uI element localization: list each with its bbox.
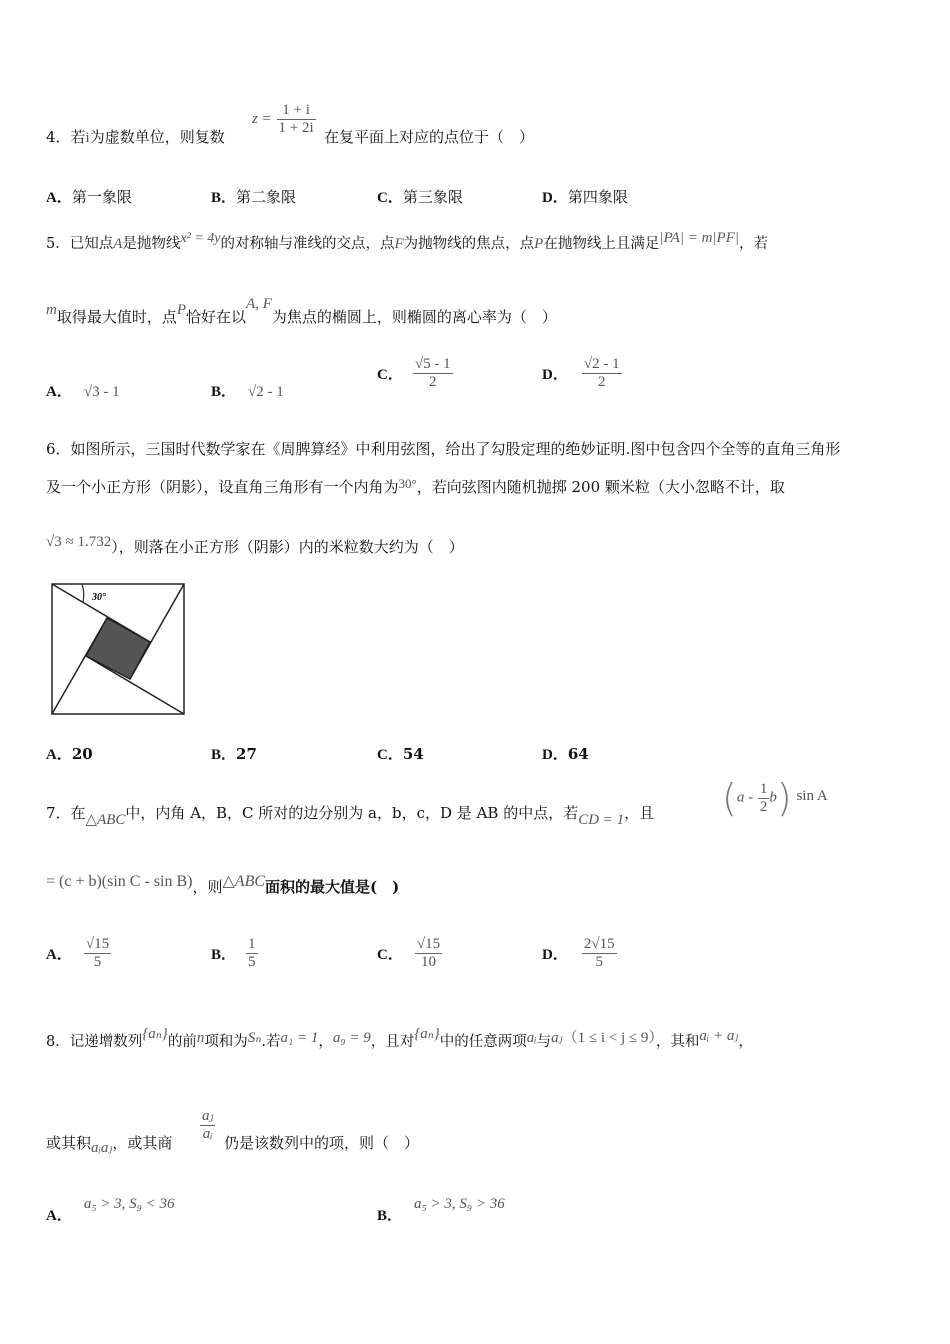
option-label: C． xyxy=(377,747,403,763)
q5-text: 为焦点的椭圆上，则椭圆的离心率为（ ） xyxy=(271,308,557,326)
q7-line1 xyxy=(46,802,655,828)
q5-text: 5．已知点 xyxy=(46,236,114,252)
option-den: 10 xyxy=(420,954,436,970)
q5-condition: |PA| = m|PF| xyxy=(659,230,739,246)
option-num: 1 xyxy=(248,936,256,952)
q5-point-p: P xyxy=(534,236,544,252)
q8-seq: {aₙ} xyxy=(414,1026,440,1042)
option-num: 2√15 xyxy=(583,936,615,952)
q8-ai: aᵢ xyxy=(526,1030,537,1046)
q8-a1: a₁ = 1 xyxy=(280,1030,319,1046)
q7-option-a[interactable] xyxy=(46,936,111,971)
q8-sn: Sₙ xyxy=(247,1030,262,1046)
option-den: 2 xyxy=(597,374,606,390)
option-label: B． xyxy=(211,190,237,206)
q6-text: ），则落在小正方形（阴影）内的米粒数大约为（ ） xyxy=(111,538,464,556)
q8-seq: {aₙ} xyxy=(142,1026,168,1042)
q5-option-b[interactable] xyxy=(211,380,284,401)
q6-option-c[interactable] xyxy=(377,743,424,764)
option-den: 5 xyxy=(595,954,603,970)
option-text: 54 xyxy=(402,745,424,763)
option-fraction xyxy=(413,356,453,391)
q4-option-c[interactable] xyxy=(377,186,463,207)
option-label: D． xyxy=(542,747,568,763)
q5-option-c[interactable] xyxy=(377,356,453,391)
q8-text: 或其积 xyxy=(46,1134,92,1152)
option-label: C． xyxy=(377,947,403,963)
q5-foci: A, F xyxy=(246,296,272,312)
q7-cd: CD = 1 xyxy=(578,812,625,828)
q8-text: .若 xyxy=(261,1034,281,1050)
option-label: C． xyxy=(377,367,403,383)
option-label: A． xyxy=(46,1208,72,1224)
q5-option-d[interactable] xyxy=(542,356,622,391)
q7-text: ，且 xyxy=(624,804,655,822)
q7-option-b[interactable] xyxy=(211,936,258,971)
shaded-small-square xyxy=(86,618,150,679)
q8-line1 xyxy=(46,1026,753,1051)
option-fraction xyxy=(582,356,622,391)
q8-text: ，其和 xyxy=(655,1034,700,1050)
q7-option-d[interactable] xyxy=(542,936,617,971)
q8-text: ，且对 xyxy=(370,1034,415,1050)
q7-text: 面积的最大值是( ) xyxy=(265,878,400,896)
q7-triangle: △ABC xyxy=(85,812,126,828)
q7-half xyxy=(758,781,770,816)
option-label: A． xyxy=(46,384,72,400)
option-label: D． xyxy=(542,190,568,206)
q7-expr-sin: sin A xyxy=(796,788,828,804)
q4-option-b[interactable] xyxy=(211,186,296,207)
q7-expr1: (a - $\frac{1}{2}$ b) sin A xyxy=(722,776,828,820)
q8-text-end: 仍是该数列中的项，则（ ） xyxy=(224,1134,420,1152)
q5-point-f: F xyxy=(394,236,404,252)
option-den: 5 xyxy=(248,954,256,970)
q8-sum: aᵢ + aⱼ xyxy=(699,1028,739,1044)
option-fraction xyxy=(415,936,442,971)
q8-option-b[interactable] xyxy=(377,1196,505,1225)
option-value: √3 - 1 xyxy=(83,384,120,400)
q6-option-b[interactable] xyxy=(211,743,257,764)
option-label: A． xyxy=(46,747,72,763)
option-text: 20 xyxy=(71,745,93,763)
q6-text: ，若向弦图内随机抛掷 200 颗米粒（大小忽略不计，取 xyxy=(416,478,785,496)
q8-text: 8．记递增数列 xyxy=(46,1034,143,1050)
option-text: 第二象限 xyxy=(236,188,297,206)
q7-expr-b: b xyxy=(769,789,777,806)
q7-text: 中，内角 A，B，C 所对的边分别为 a，b，c，D 是 AB 的中点，若 xyxy=(125,804,579,822)
option-num: √2 - 1 xyxy=(583,356,620,372)
option-label: A． xyxy=(46,947,72,963)
option-label: B． xyxy=(211,747,237,763)
q7-half-num: 1 xyxy=(759,780,768,797)
q5-option-a[interactable] xyxy=(46,380,120,401)
q5-text: 在抛物线上且满足 xyxy=(543,236,660,252)
q6-option-a[interactable] xyxy=(46,743,93,764)
option-num: √15 xyxy=(416,936,441,952)
q6-angle: 30° xyxy=(398,476,417,491)
option-den: 2 xyxy=(428,374,437,390)
q4-text-a: 4．若 xyxy=(46,128,86,146)
q5-text: 的对称轴与准线的交点，点 xyxy=(220,236,395,252)
q7-text: ，则 xyxy=(192,878,223,896)
option-text: 第四象限 xyxy=(567,188,628,206)
q8-text: ， xyxy=(318,1034,333,1050)
q6-line1: 6．如图所示，三国时代数学家在《周脾算经》中利用弦图，给出了勾股定理的绝妙证明.图中包含四个全等的直角三角形 xyxy=(46,440,841,458)
option-fraction xyxy=(84,936,111,971)
q5-m: m xyxy=(46,302,57,318)
option-text: 第三象限 xyxy=(402,188,463,206)
option-num: √5 - 1 xyxy=(414,356,451,372)
q5-text: 为抛物线的焦点，点 xyxy=(403,236,535,252)
q6-option-d[interactable] xyxy=(542,743,589,764)
option-label: A． xyxy=(46,190,72,206)
option-den: 5 xyxy=(93,954,102,970)
q4-text-b: 为虚数单位，则复数 xyxy=(89,128,225,146)
option-label: D． xyxy=(542,367,568,383)
q5-line1 xyxy=(46,232,768,253)
q8-text: 中的任意两项 xyxy=(439,1034,527,1050)
q6-approx: √3 ≈ 1.732 xyxy=(46,534,112,550)
q4-num: 1 + i xyxy=(277,102,316,120)
q6-line2 xyxy=(46,476,785,497)
option-fraction xyxy=(582,936,617,971)
q8-text: 项和为 xyxy=(204,1034,248,1050)
xian-diagram xyxy=(50,582,188,718)
q8-text: 与 xyxy=(536,1034,552,1050)
option-value: a₅ > 3, S₉ > 36 xyxy=(414,1196,505,1212)
q6-line3 xyxy=(46,536,464,557)
q4-i: i xyxy=(85,130,90,146)
angle-label: 30° xyxy=(92,592,106,603)
option-fraction xyxy=(246,936,258,971)
option-num: √15 xyxy=(85,936,110,952)
q8-quotient-fraction xyxy=(200,1106,215,1143)
q5-text: 是抛物线 xyxy=(122,236,181,252)
option-label: B． xyxy=(211,384,237,400)
q5-line2 xyxy=(46,296,557,327)
q8-line2 xyxy=(46,1132,173,1156)
q8-quot-num: aⱼ xyxy=(202,1108,214,1124)
q5-text: 取得最大值时，点 xyxy=(56,308,177,326)
option-label: B． xyxy=(211,947,237,963)
q8-product: aᵢaⱼ xyxy=(91,1140,113,1156)
q8-text: 的前 xyxy=(167,1034,197,1050)
q7-text: 7．在 xyxy=(46,804,86,822)
q8-text: ， xyxy=(738,1034,753,1050)
q7-expr2: = (c + b)(sin C - sin B) xyxy=(46,873,193,890)
q8-range: （1 ≤ i < j ≤ 9） xyxy=(562,1030,656,1046)
q7-half-den: 2 xyxy=(759,798,768,815)
q7-triangle: △ABC xyxy=(222,873,266,890)
q5-parabola: x² = 4y xyxy=(180,231,221,246)
q4-fraction xyxy=(277,102,316,137)
option-text: 64 xyxy=(567,745,589,763)
q4-formula xyxy=(252,102,316,137)
q7-option-c[interactable] xyxy=(377,936,442,971)
q7-expr-a: a - xyxy=(736,789,754,806)
q8-a9: a₉ = 9 xyxy=(332,1030,371,1046)
q4-option-a[interactable] xyxy=(46,186,132,207)
angle-arc xyxy=(82,584,84,602)
q8-aj: aⱼ xyxy=(551,1030,563,1046)
q6-text: 及一个小正方形（阴影），设直角三角形有一个内角为 xyxy=(46,478,399,496)
option-value: √2 - 1 xyxy=(248,384,284,400)
q5-point-a: A xyxy=(113,236,123,252)
q8-option-a[interactable] xyxy=(46,1196,175,1225)
q4-den: 1 + 2i xyxy=(278,120,314,136)
q4-text-c: 在复平面上对应的点位于（ ） xyxy=(324,128,535,146)
option-value: a₅ > 3, S₉ < 36 xyxy=(83,1196,175,1212)
q8-quotient xyxy=(200,1106,215,1143)
option-label: D． xyxy=(542,947,568,963)
q8-quot-den: aᵢ xyxy=(202,1126,213,1142)
option-text: 27 xyxy=(236,745,257,763)
q5-point-p: P xyxy=(176,302,187,318)
option-label: B． xyxy=(377,1208,403,1224)
option-label: C． xyxy=(377,190,403,206)
q4-z: z = xyxy=(252,111,272,127)
q4-option-d[interactable] xyxy=(542,186,628,207)
q7-line2 xyxy=(46,873,400,897)
q8-n: n xyxy=(196,1030,205,1046)
q5-text: ，若 xyxy=(739,236,768,252)
q4-stem xyxy=(46,126,225,147)
option-text: 第一象限 xyxy=(71,188,132,206)
q8-text: ，或其商 xyxy=(112,1134,173,1152)
q5-text: 恰好在以 xyxy=(186,308,247,326)
